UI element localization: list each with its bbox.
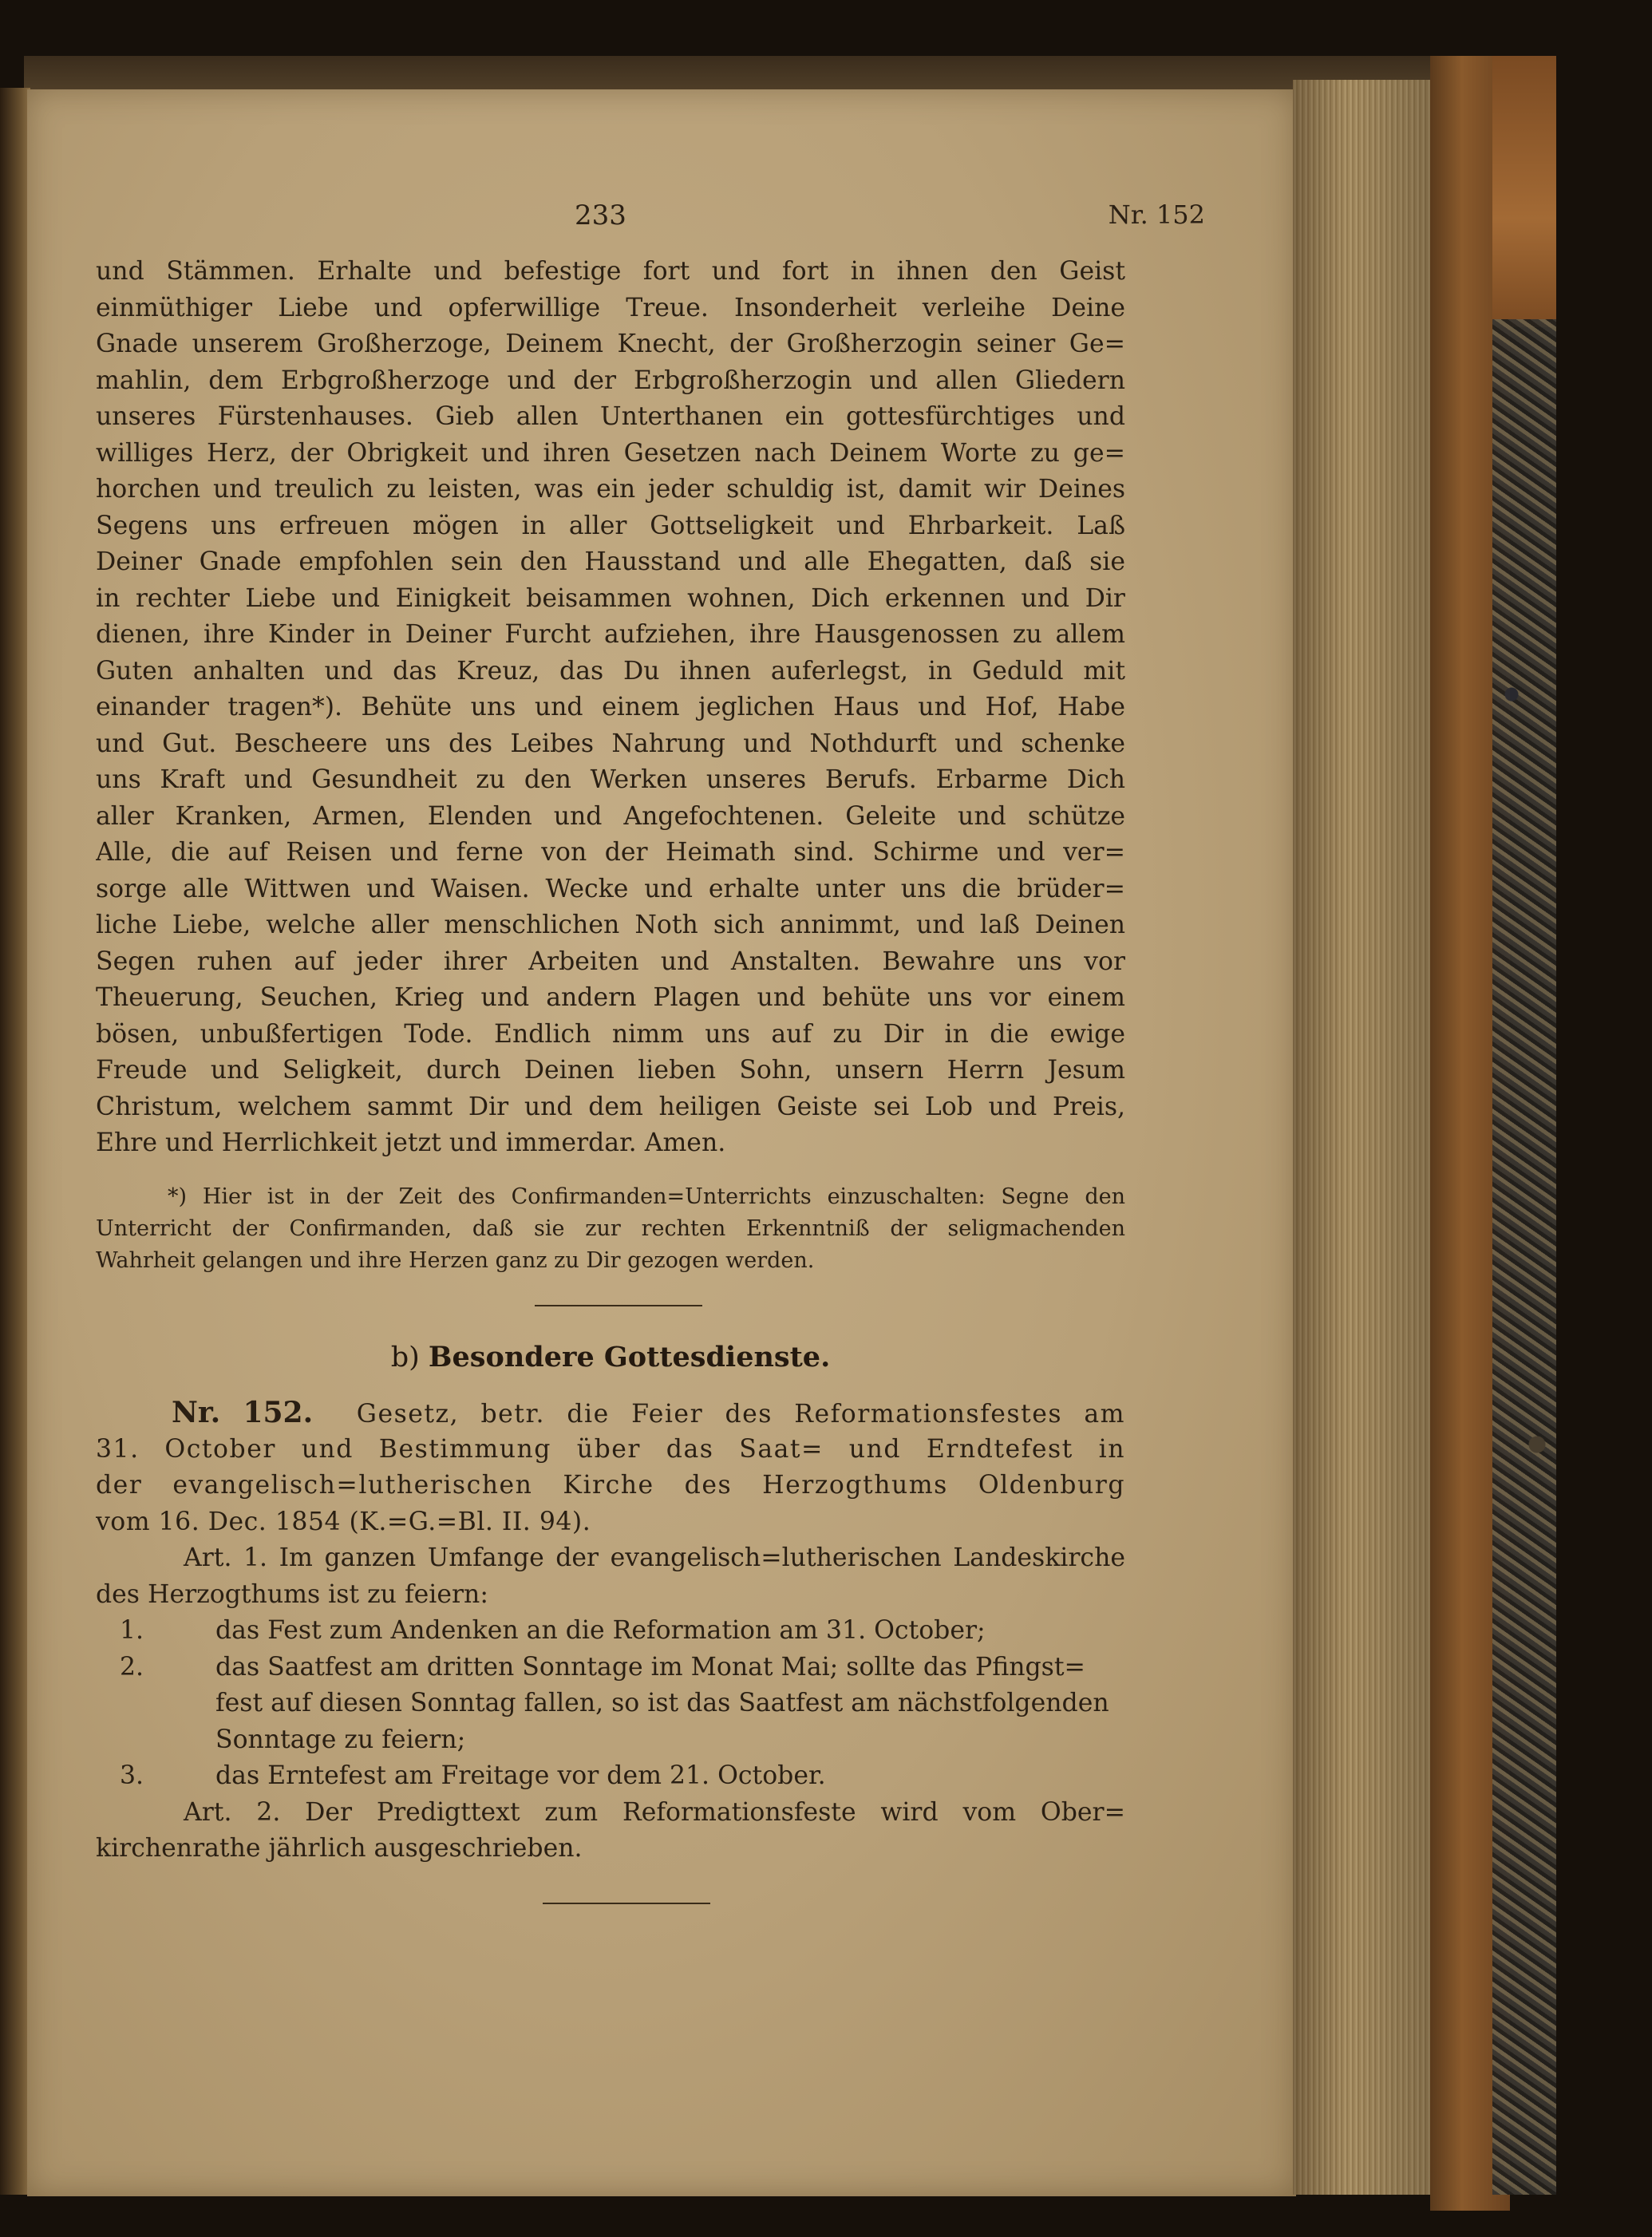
list-item xyxy=(96,1758,1125,1795)
page-stack-shading xyxy=(1293,80,1433,2195)
page-header xyxy=(88,200,1205,239)
art2-line: kirchenrathe jährlich ausgeschrieben. xyxy=(96,1834,583,1863)
previous-page-edge xyxy=(0,88,30,2195)
text-line: Ehre und Herrlichkeit jetzt und immerdar. Amen. xyxy=(96,1128,726,1157)
list-text: das Erntefest am Freitage vor dem 21. October. xyxy=(215,1761,826,1790)
text-line: uns Kraft und Gesundheit zu den Werken unseres Berufs. Erbarme Dich xyxy=(96,765,1125,794)
law-entry xyxy=(96,1395,1125,1867)
list-item xyxy=(96,1650,1125,1686)
text-line: dienen, ihre Kinder in Deiner Furcht aufziehen, ihre Hausgenossen zu allem xyxy=(96,620,1125,649)
footnote-line: Wahrheit gelangen und ihre Herzen ganz zu Dir gezogen werden. xyxy=(96,1248,815,1273)
text-line: Gnade unserem Großherzoge, Deinem Knecht, der Großherzogin seiner Ge= xyxy=(96,330,1125,358)
list-number: 1. xyxy=(119,1616,144,1645)
law-number: Nr. 152. xyxy=(172,1396,314,1429)
text-line: einander tragen*). Behüte uns und einem jeglichen Haus und Hof, Habe xyxy=(96,693,1125,721)
law-title-first: Gesetz, betr. die Feier des Reformationsfestes am xyxy=(356,1400,1125,1429)
text-line: mahlin, dem Erbgroßherzoge und der Erbgroßherzogin und allen Gliedern xyxy=(96,366,1125,395)
text-line: sorge alle Wittwen und Waisen. Wecke und erhalte unter uns die brüder= xyxy=(96,874,1125,903)
list-text: das Saatfest am dritten Sonntage im Monat Mai; sollte das Pfingst= xyxy=(215,1652,1085,1682)
text-line: Alle, die auf Reisen und ferne von der Heimath sind. Schirme und ver= xyxy=(96,838,1125,867)
law-title-line: vom 16. Dec. 1854 (K.=G.=Bl. II. 94). xyxy=(96,1507,591,1536)
law-title-line xyxy=(96,1395,1125,1432)
marbled-cover xyxy=(1492,319,1556,2195)
section-title: Besondere Gottesdienste. xyxy=(428,1341,831,1373)
text-line: und Stämmen. Erhalte und befestige fort und fort in ihnen den Geist xyxy=(96,257,1125,286)
law-title-line: der evangelisch=lutherischen Kirche des Herzogthums Oldenburg xyxy=(96,1471,1125,1500)
text-line: aller Kranken, Armen, Elenden und Angefochtenen. Geleite und schütze xyxy=(96,801,1125,831)
text-line: liche Liebe, welche aller menschlichen Noth sich annimmt, und laß Deinen xyxy=(96,911,1125,939)
list-number: 3. xyxy=(119,1761,144,1790)
page-number: 233 xyxy=(575,200,626,231)
end-divider xyxy=(543,1903,710,1904)
text-line: horchen und treulich zu leisten, was ein jeder schuldig ist, damit wir Deines xyxy=(96,475,1125,504)
running-head: Nr. 152 xyxy=(1108,200,1205,230)
footnote xyxy=(96,1181,1125,1277)
section-prefix: b) xyxy=(390,1342,420,1373)
footnote-line: *) Hier ist in der Zeit des Confirmanden=Unterrichts einzuschalten: Segne den xyxy=(168,1184,1125,1209)
list-text: das Fest zum Andenken an die Reformation am 31. October; xyxy=(215,1616,986,1645)
text-line: Freude und Seligkeit, durch Deinen lieben Sohn, unsern Herrn Jesum xyxy=(96,1056,1125,1085)
text-line: Deiner Gnade empfohlen sein den Hausstand und alle Ehegatten, daß sie xyxy=(96,547,1125,576)
list-item-continued: Sonntage zu feiern; xyxy=(215,1725,466,1754)
list-item xyxy=(96,1613,1125,1650)
section-divider xyxy=(535,1305,702,1306)
footnote-line: Unterricht der Confirmanden, daß sie zur rechten Erkenntniß der seligmachenden xyxy=(96,1216,1125,1241)
leather-corner xyxy=(1492,56,1556,327)
art1-line: des Herzogthums ist zu feiern: xyxy=(96,1579,488,1609)
law-title-line: 31. October und Bestimmung über das Saat= und Erndtefest in xyxy=(96,1434,1125,1464)
art1-line: Art. 1. Im ganzen Umfange der evangelisch=lutherischen Landeskirche xyxy=(184,1543,1125,1572)
text-line: bösen, unbußfertigen Tode. Endlich nimm uns auf zu Dir in die ewige xyxy=(96,1019,1125,1049)
list-item-continued: fest auf diesen Sonntag fallen, so ist das Saatfest am nächstfolgenden xyxy=(215,1689,1109,1717)
text-line: in rechter Liebe und Einigkeit beisammen wohnen, Dich erkennen und Dir xyxy=(96,583,1125,613)
text-line: einmüthiger Liebe und opferwillige Treue. Insonderheit verleihe Deine xyxy=(96,293,1125,322)
prayer-text xyxy=(96,254,1125,1162)
text-line: Theuerung, Seuchen, Krieg und andern Plagen und behüte uns vor einem xyxy=(96,983,1125,1012)
text-line: williges Herz, der Obrigkeit und ihren Gesetzen nach Deinem Worte zu ge= xyxy=(96,438,1125,468)
list-number: 2. xyxy=(119,1652,144,1682)
text-line: und Gut. Bescheere uns des Leibes Nahrung und Nothdurft und schenke xyxy=(96,729,1125,758)
text-line: Segens uns erfreuen mögen in aller Gottseligkeit und Ehrbarkeit. Laß xyxy=(96,511,1125,540)
text-line: Guten anhalten und das Kreuz, das Du ihnen auferlegst, in Geduld mit xyxy=(96,656,1125,686)
text-line: Segen ruhen auf jeder ihrer Arbeiten und Anstalten. Bewahre uns vor xyxy=(96,947,1125,976)
text-line: unseres Fürstenhauses. Gieb allen Unterthanen ein gottesfürchtiges und xyxy=(96,402,1125,431)
art2-line: Art. 2. Der Predigttext zum Reformationsfeste wird vom Ober= xyxy=(184,1797,1125,1827)
text-line: Christum, welchem sammt Dir und dem heiligen Geiste sei Lob und Preis, xyxy=(96,1092,1125,1121)
section-heading xyxy=(96,1341,1125,1373)
